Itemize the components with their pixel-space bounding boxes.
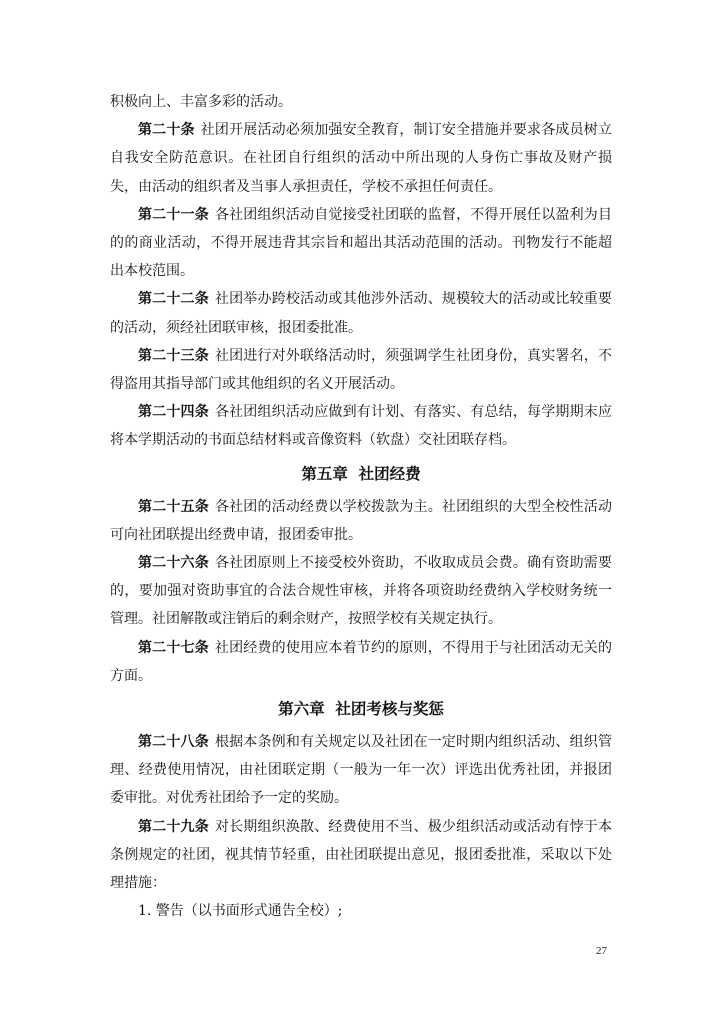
article-label: 第二十三条 bbox=[138, 347, 209, 364]
article-label: 第二十条 bbox=[138, 122, 195, 139]
article-text: 社团举办跨校活动或其他涉外活动、规模较大的活动或比较重要的活动，须经社团联审核，报团委批准。 bbox=[110, 291, 612, 336]
article-text: 根据本条例和有关规定以及社团在一定时期内组织活动、组织管理、经费使用情况，由社团联定期（一般为一年一次）评选出优秀社团，并报团委审批。对优秀社团给予一定的奖励。 bbox=[110, 734, 612, 807]
article-21 bbox=[110, 201, 612, 286]
chapter-5-heading: 第五章 社团经费 bbox=[301, 464, 421, 483]
article-label: 第二十五条 bbox=[138, 498, 209, 515]
article-28 bbox=[110, 728, 612, 813]
article-text: 社团经费的使用应本着节约的原则，不得用于与社团活动无关的方面。 bbox=[110, 639, 612, 684]
article-label: 第二十四条 bbox=[138, 404, 209, 421]
article-label: 第二十一条 bbox=[138, 206, 209, 223]
page-body bbox=[110, 88, 612, 925]
list-item: 1. 警告（以书面形式通告全校）; bbox=[138, 903, 343, 920]
article-25 bbox=[110, 493, 612, 549]
article-text: 社团进行对外联络活动时，须强调学生社团身份，真实署名，不得盗用其指导部门或其他组织的名义开展活动。 bbox=[110, 347, 612, 393]
article-22 bbox=[110, 285, 612, 341]
article-label: 第二十七条 bbox=[138, 639, 209, 656]
article-text: 各社团原则上不接受校外资助，不收取成员会费。确有资助需要的，要加强对资助事宜的合法合规性审核，并将各项资助经费纳入学校财务统一管理。社团解散或注销后的剩余财产，按照学校有关规定执行。 bbox=[110, 555, 612, 628]
article-label: 第二十二条 bbox=[138, 291, 209, 308]
article-20 bbox=[110, 116, 612, 201]
article-text: 社团开展活动必须加强安全教育，制订安全措施并要求各成员树立自我安全防范意识。在社团自行组织的活动中所出现的人身伤亡事故及财产损失，由活动的组织者及当事人承担责任，学校不承担任何责任。 bbox=[110, 122, 612, 195]
article-26 bbox=[110, 549, 612, 634]
continuation-paragraph: 积极向上、丰富多彩的活动。 bbox=[110, 94, 292, 110]
page-number: 27 bbox=[596, 945, 607, 957]
article-24 bbox=[110, 398, 612, 454]
article-text: 各社团的活动经费以学校拨款为主。社团组织的大型全校性活动可向社团联提出经费申请，报团委审批。 bbox=[110, 498, 612, 543]
article-29 bbox=[110, 813, 612, 898]
article-text: 各社团组织活动应做到有计划、有落实、有总结，每学期期末应将本学期活动的书面总结材料或音像资料（软盘）交社团联存档。 bbox=[110, 404, 612, 449]
article-23 bbox=[110, 342, 612, 398]
article-text: 对长期组织涣散、经费使用不当、极少组织活动或活动有悖于本条例规定的社团，视其情节轻重，由社团联提出意见，报团委批准，采取以下处理措施： bbox=[110, 818, 612, 892]
chapter-6-heading: 第六章 社团考核与奖惩 bbox=[278, 700, 444, 719]
article-label: 第二十八条 bbox=[138, 734, 209, 751]
article-label: 第二十九条 bbox=[138, 818, 209, 835]
article-label: 第二十六条 bbox=[138, 555, 209, 572]
article-27 bbox=[110, 634, 612, 690]
article-text: 各社团组织活动自觉接受社团联的监督，不得开展任以盈利为目的的商业活动，不得开展违背其宗旨和超出其活动范围的活动。刊物发行不能超出本校范围。 bbox=[110, 206, 612, 280]
